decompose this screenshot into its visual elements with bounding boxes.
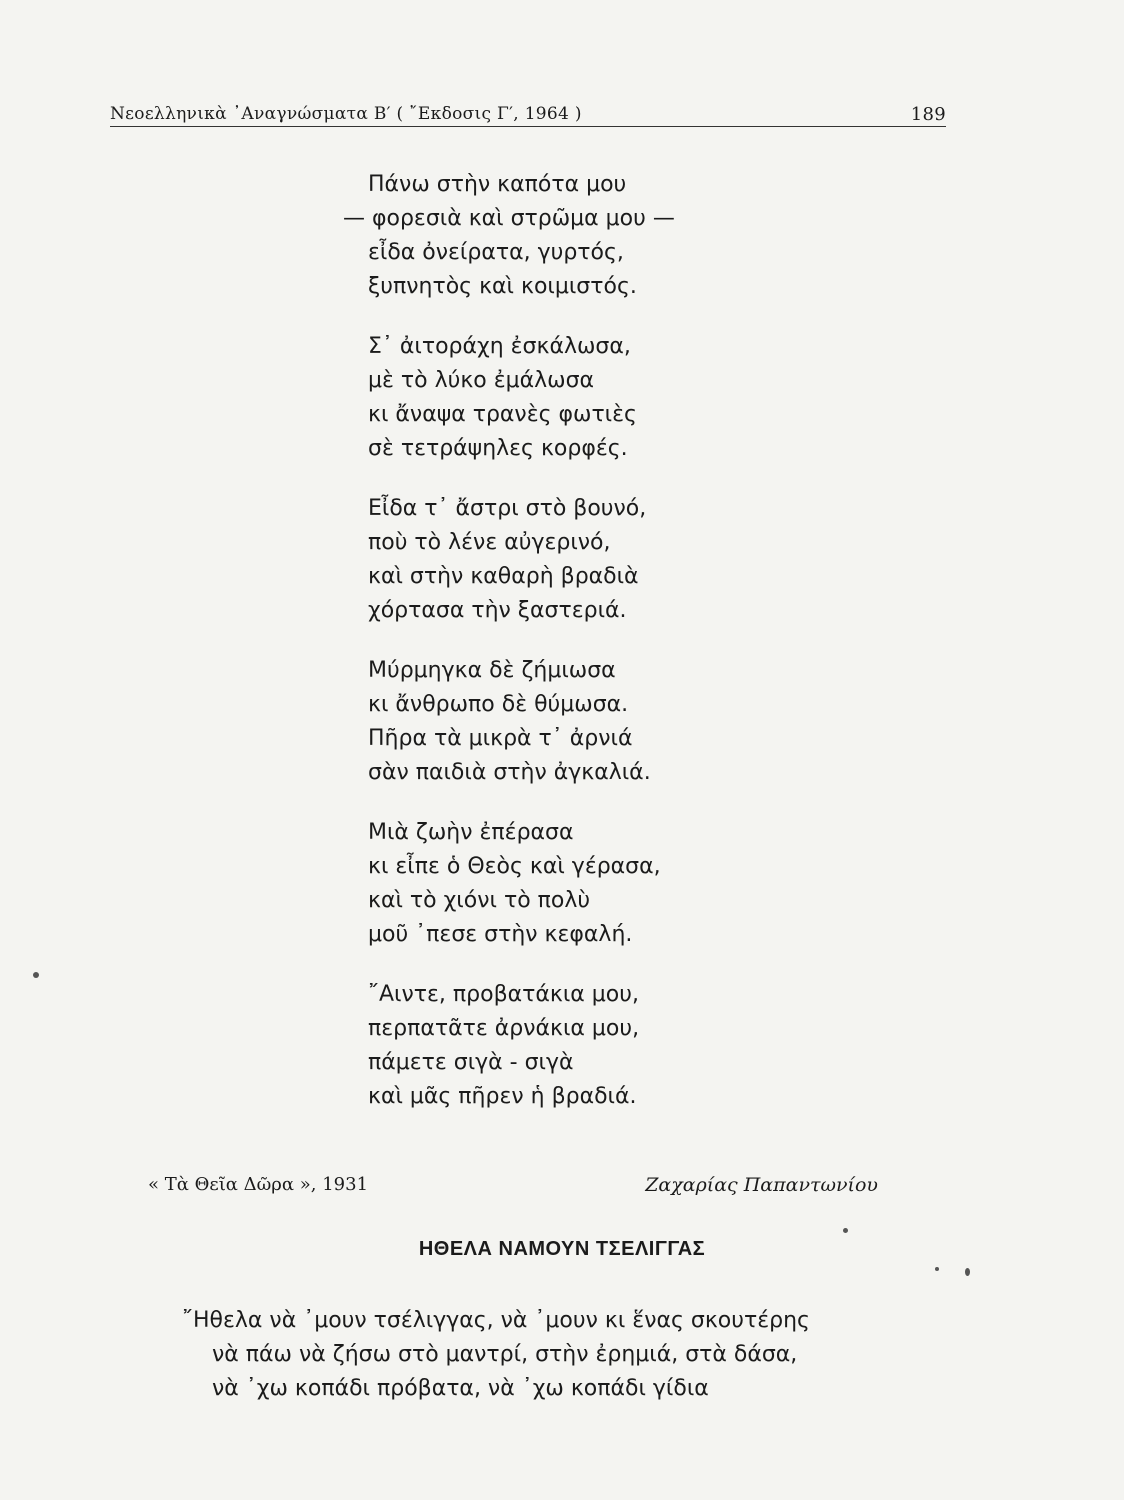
poem-line: μοῦ ᾿πεσε στὴν κεφαλή. — [368, 922, 633, 947]
stanza — [368, 492, 675, 628]
poem-line: ποὺ τὸ λένε αὐγερινό, — [368, 530, 611, 555]
running-title: Νεοελληνικὰ ᾿Αναγνώσματα Β′ ( ῎Εκδοσις Γ′, 1964 ) — [110, 104, 582, 124]
poem-line: σὰν παιδιὰ στὴν ἀγκαλιά. — [368, 760, 651, 785]
poem-line: Πῆρα τὰ μικρὰ τ᾿ ἀρνιά — [368, 726, 633, 751]
poem-line: ῎Ηθελα νὰ ᾿μουν τσέλιγγας, νὰ ᾿μουν κι ἕνας σκουτέρης — [182, 1308, 810, 1333]
poem-line: κι ἄνθρωπο δὲ θύμωσα. — [368, 692, 629, 717]
poem-line: νὰ ᾿χω κοπάδι πρόβατα, νὰ ᾿χω κοπάδι γίδια — [212, 1376, 709, 1401]
poem-line: κι εἶπε ὁ Θεὸς καὶ γέρασα, — [368, 854, 661, 879]
poem-line: καὶ τὸ χιόνι τὸ πολὺ — [368, 888, 591, 913]
poem-line: — φορεσιὰ καὶ στρῶμα μου — — [343, 206, 675, 231]
stanza — [368, 816, 675, 952]
scan-speck — [33, 972, 39, 978]
poem-line: Σ᾿ ἀιτοράχη ἐσκάλωσα, — [368, 334, 631, 359]
poem-line: περπατᾶτε ἀρνάκια μου, — [368, 1016, 640, 1041]
poem-line: ξυπνητὸς καὶ κοιμιστός. — [368, 274, 637, 299]
poem — [343, 168, 675, 1140]
stanza — [368, 654, 675, 790]
poem-line: εἶδα ὀνείρατα, γυρτός, — [368, 240, 624, 265]
poem-line: Μύρμηγκα δὲ ζήμιωσα — [368, 658, 616, 683]
poem-line: Εἶδα τ᾿ ἄστρι στὸ βουνό, — [368, 496, 647, 521]
second-poem — [182, 1304, 810, 1406]
poem-line: σὲ τετράψηλες κορφές. — [368, 436, 628, 461]
poem-line: νὰ πάω νὰ ζήσω στὸ μαντρί, στὴν ἐρημιά, στὰ δάσα, — [212, 1342, 798, 1367]
poem-line: ῎Αιντε, προβατάκια μου, — [368, 982, 639, 1007]
stanza — [368, 330, 675, 466]
stanza — [343, 168, 675, 304]
poem-author: Ζαχαρίας Παπαντωνίου — [645, 1174, 878, 1196]
poem-source: « Τὰ Θεῖα Δῶρα », 1931 — [148, 1174, 369, 1195]
page-number: 189 — [910, 104, 946, 125]
scan-speck — [935, 1267, 939, 1271]
poem-line: μὲ τὸ λύκο ἐμάλωσα — [368, 368, 595, 393]
poem-line: καὶ στὴν καθαρὴ βραδιὰ — [368, 564, 639, 589]
poem-line: Πάνω στὴν καπότα μου — [368, 172, 627, 197]
poem-line: χόρτασα τὴν ξαστεριά. — [368, 598, 627, 623]
poem-line: πάμετε σιγὰ - σιγὰ — [368, 1050, 574, 1075]
scan-speck — [965, 1268, 970, 1276]
header-rule — [110, 126, 946, 127]
poem-line: κι ἄναψα τρανὲς φωτιὲς — [368, 402, 637, 427]
poem-line: καὶ μᾶς πῆρεν ἡ βραδιά. — [368, 1084, 637, 1109]
second-poem-title: ΗΘΕΛΑ ΝΑΜΟΥΝ ΤΣΕΛΙΓΓΑΣ — [418, 1238, 706, 1260]
poem-line: Μιὰ ζωὴν ἐπέρασα — [368, 820, 574, 845]
stanza — [368, 978, 675, 1114]
scan-speck — [843, 1228, 848, 1233]
